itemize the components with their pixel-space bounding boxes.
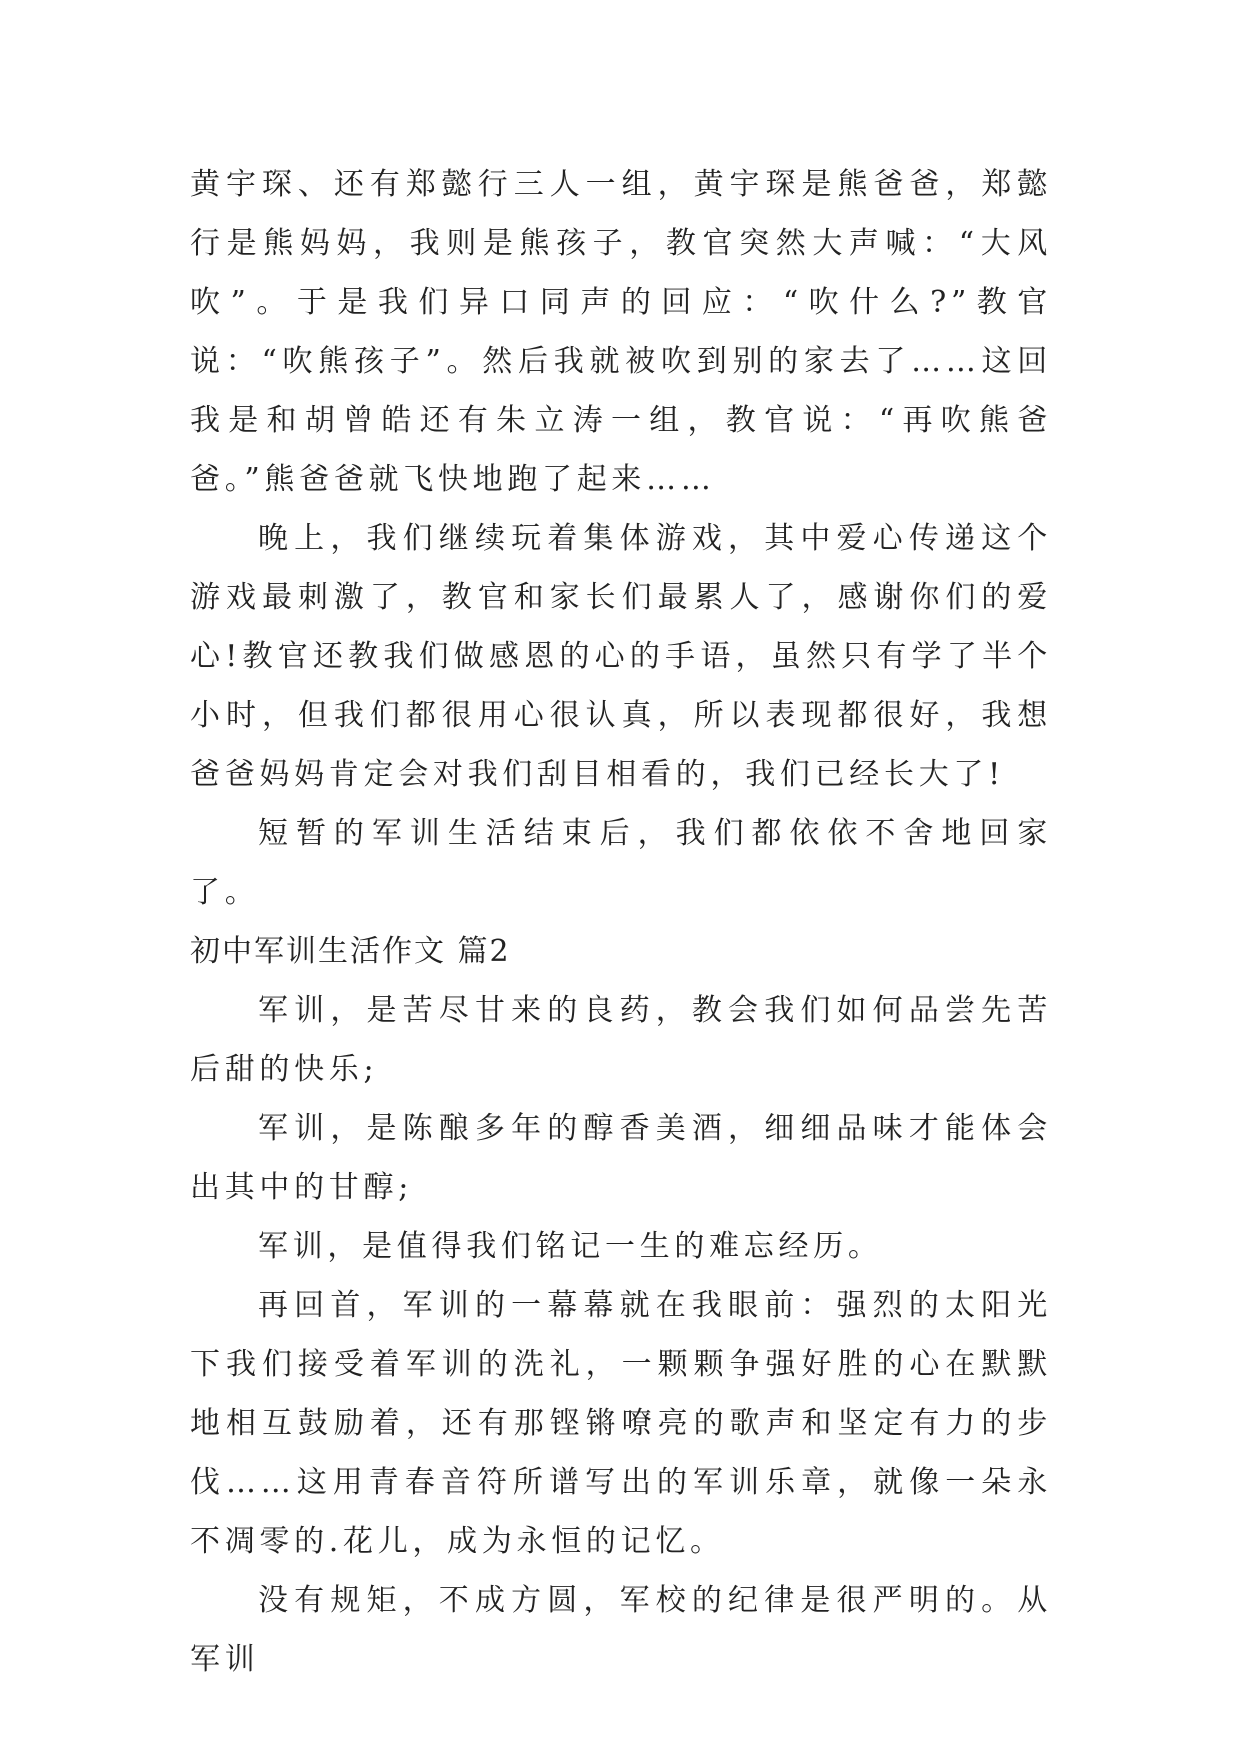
paragraph-memorable-experience: 军训，是值得我们铭记一生的难忘经历。	[258, 1229, 883, 1264]
paragraph-discipline: 没有规矩，不成方圆，军校的纪律是很严明的。从军训	[190, 1583, 1052, 1677]
paragraph-good-medicine: 军训，是苦尽甘来的良药，教会我们如何品尝先苦后甜的快乐;	[190, 993, 1052, 1087]
paragraph-looking-back: 再回首，军训的一幕幕就在我眼前：强烈的太阳光下我们接受着军训的洗礼，一颗颗争强好胜的心在默默地相互鼓励着，还有那铿锵嘹亮的歌声和坚定有力的步伐……这用青春音符所谱写出的军训乐章，就像一朵永不凋零的.花儿，成为永恒的记忆。	[190, 1288, 1052, 1559]
paragraph-evening-games: 晚上，我们继续玩着集体游戏，其中爱心传递这个游戏最刺激了，教官和家长们最累人了，感谢你们的爱心!教官还教我们做感恩的心的手语，虽然只有学了半个小时，但我们都很用心很认真，所以表现都很好，我想爸爸妈妈肯定会对我们刮目相看的，我们已经长大了!	[190, 521, 1052, 792]
section-heading: 初中军训生活作文 篇2	[190, 934, 511, 969]
paragraph-bear-game: 黄宇琛、还有郑懿行三人一组，黄宇琛是熊爸爸，郑懿行是熊妈妈，我则是熊孩子，教官突然大声喊：“大风吹”。于是我们异口同声的回应：“吹什么?”教官说：“吹熊孩子”。然后我就被吹到别的家去了……这回我是和胡曾皓还有朱立涛一组，教官说：“再吹熊爸爸。”熊爸爸就飞快地跑了起来……	[190, 167, 1052, 497]
paragraph-aged-wine: 军训，是陈酿多年的醇香美酒，细细品味才能体会出其中的甘醇;	[190, 1111, 1052, 1205]
paragraph-training-ends: 短暂的军训生活结束后，我们都依依不舍地回家了。	[190, 816, 1052, 910]
document-body	[190, 155, 1052, 1689]
